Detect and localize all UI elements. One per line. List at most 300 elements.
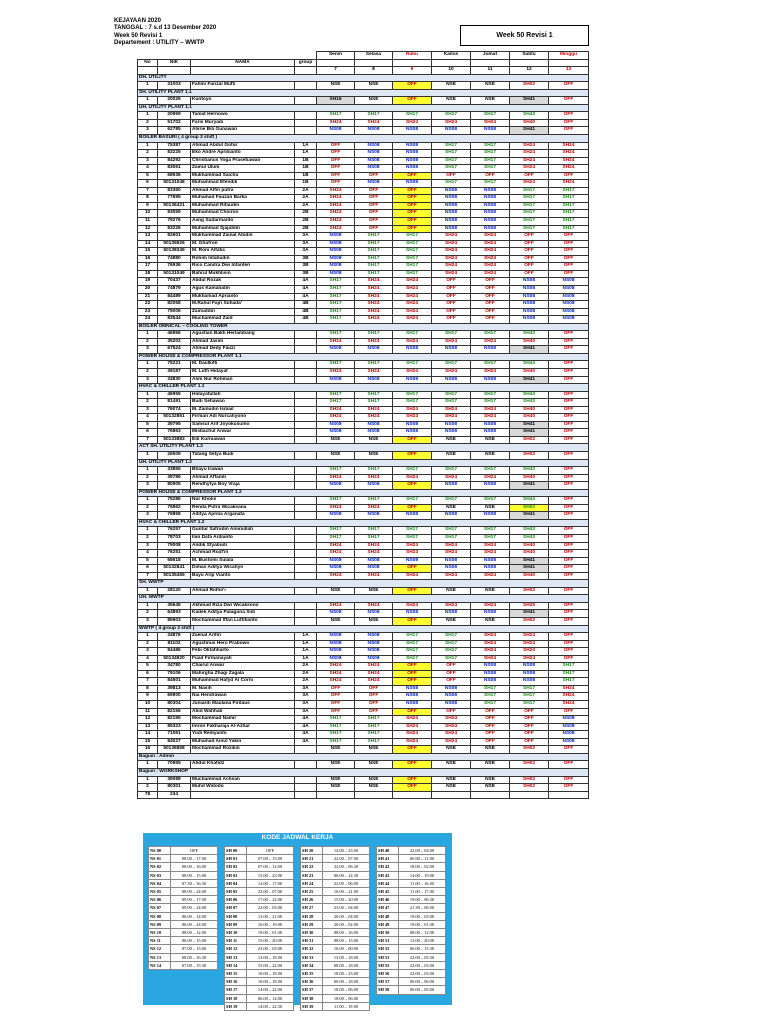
row-group	[295, 602, 317, 610]
shift-cell: OFF	[393, 504, 432, 512]
shift-cell: NS08	[432, 557, 471, 565]
shift-cell: SH24	[355, 572, 393, 580]
kode-code: SH 52	[377, 945, 399, 953]
shift-cell: OFF	[471, 172, 510, 180]
row-group: 3B	[295, 255, 317, 263]
shift-cell: SH17	[317, 308, 355, 316]
shift-cell: SH17	[471, 150, 510, 158]
shift-cell: OFF	[510, 255, 549, 263]
row-no: 1	[138, 776, 158, 784]
shift-cell: SH17	[317, 467, 355, 475]
kode-row	[225, 970, 294, 978]
shift-cell: SH24	[317, 542, 355, 550]
kode-row	[149, 929, 218, 937]
row-group: 1B	[295, 165, 317, 173]
kode-code: SH 39	[301, 1002, 323, 1010]
kode-time: 06.00 – 14.00	[247, 994, 294, 1002]
shift-cell: OFF	[432, 308, 471, 316]
table-row	[138, 406, 589, 414]
row-group	[295, 542, 317, 550]
row-nama: Budi Setiawan	[191, 399, 295, 407]
row-group: 3A	[295, 701, 317, 709]
row-nik: 46955	[158, 391, 191, 399]
section-label: Bagian : WORKSHOP	[138, 768, 589, 776]
row-nik: 82058	[158, 301, 191, 309]
shift-cell: SH43	[510, 527, 549, 535]
row-nama: M. Bustomi Sulala	[191, 557, 295, 565]
kode-code: SH 00	[225, 847, 247, 855]
kode-code: SH 01	[225, 855, 247, 863]
kode-time: 15.00 – 20.00	[247, 937, 294, 945]
shift-cell: SH24	[317, 572, 355, 580]
kode-code: NS 00	[149, 847, 171, 855]
kode-time: 06.00 – 15.00	[171, 937, 218, 945]
shift-cell: NS08	[432, 512, 471, 520]
kode-row	[225, 937, 294, 945]
section-label: ACT SH. UTILITY PLANT 1.2	[138, 444, 589, 452]
table-row	[138, 618, 589, 626]
row-nama: M. Zainudin Ismail	[191, 406, 295, 414]
shift-cell: SH17	[393, 640, 432, 648]
table-row	[138, 301, 589, 309]
shift-cell: NS08	[355, 150, 393, 158]
shift-cell: OFF	[549, 270, 589, 278]
row-nama: Kuntoyo	[191, 97, 295, 105]
row-no: 24	[138, 316, 158, 324]
table-row	[138, 678, 589, 686]
table-row	[138, 746, 589, 754]
section-label: UH. UTILITY PLANT 1.2	[138, 459, 589, 467]
shift-cell: SH17	[471, 399, 510, 407]
row-no: 1	[138, 112, 158, 120]
shift-cell: OFF	[432, 708, 471, 716]
shift-cell: OFF	[355, 172, 393, 180]
table-row	[138, 633, 589, 641]
shift-cell: SH02	[510, 451, 549, 459]
row-nik: 51702	[158, 119, 191, 127]
shift-cell: NS08	[471, 421, 510, 429]
table-row	[138, 497, 589, 505]
shift-cell: OFF	[393, 202, 432, 210]
row-no: 13	[138, 233, 158, 241]
shift-cell: NSE	[355, 436, 393, 444]
shift-cell: SH24	[317, 202, 355, 210]
shift-cell: SH24	[471, 474, 510, 482]
shift-cell: NS08	[355, 157, 393, 165]
row-nama: Rico Candra Dwi Infanteri	[191, 263, 295, 271]
row-nik: 35645	[158, 602, 191, 610]
table-row	[138, 119, 589, 127]
kode-row	[225, 904, 294, 912]
shift-cell: SH17	[317, 316, 355, 324]
shift-cell: NS08	[432, 346, 471, 354]
row-nama: Hidayatullah	[191, 391, 295, 399]
shift-cell: NS08	[432, 693, 471, 701]
shift-cell: OFF	[549, 587, 589, 595]
shift-cell: SH24	[317, 602, 355, 610]
kode-time: 22.00 – 06.30	[323, 863, 370, 871]
shift-cell: SH17	[471, 497, 510, 505]
shift-cell: SH17	[432, 535, 471, 543]
row-group	[295, 82, 317, 90]
shift-cell: NS08	[393, 610, 432, 618]
shift-cell: SH24	[549, 180, 589, 188]
shift-cell: SH24	[471, 248, 510, 256]
shift-cell: OFF	[393, 746, 432, 754]
shift-cell: OFF	[549, 391, 589, 399]
shift-cell: OFF	[549, 112, 589, 120]
row-nama: Alim Nur Rohman	[191, 376, 295, 384]
shift-cell: OFF	[549, 535, 589, 543]
shift-cell: SH24	[355, 278, 393, 286]
row-nama: Mukhammad Saichu	[191, 172, 295, 180]
row-nik: 75221	[158, 361, 191, 369]
shift-cell: OFF	[549, 474, 589, 482]
kode-code: SH 17	[225, 986, 247, 994]
shift-cell: OFF	[393, 187, 432, 195]
row-no: 12	[138, 716, 158, 724]
shift-cell: NS08	[432, 421, 471, 429]
shift-cell: OFF	[510, 263, 549, 271]
shift-cell: SH17	[393, 361, 432, 369]
col-no-header: No	[138, 59, 158, 67]
shift-cell: OFF	[549, 610, 589, 618]
kode-code: SH 16	[225, 978, 247, 986]
date-header: 10	[432, 67, 471, 75]
kode-time: 22.00 – 05.30	[399, 953, 446, 961]
shift-cell: NS08	[471, 210, 510, 218]
shift-cell: SH24	[432, 248, 471, 256]
shift-cell: NSE	[355, 746, 393, 754]
shift-cell: OFF	[355, 708, 393, 716]
shift-cell: SH24	[355, 414, 393, 422]
table-row	[138, 376, 589, 384]
shift-cell: SH24	[432, 406, 471, 414]
kode-time: 12.00 – 20.00	[399, 937, 446, 945]
table-row	[138, 784, 589, 792]
row-group: 4B	[295, 301, 317, 309]
shift-cell: OFF	[549, 406, 589, 414]
shift-cell: NS08	[471, 565, 510, 573]
table-row	[138, 504, 589, 512]
row-group: 1A	[295, 142, 317, 150]
row-group	[295, 331, 317, 339]
kode-code: SH 22	[301, 863, 323, 871]
shift-cell: SH17	[549, 202, 589, 210]
kode-time: 14.00 – 23.00	[323, 847, 370, 855]
kode-row	[225, 896, 294, 904]
kode-time: 14.00 – 22.00	[247, 986, 294, 994]
row-group	[295, 338, 317, 346]
kode-row	[377, 929, 446, 937]
table-row	[138, 738, 589, 746]
kode-time: OFF	[247, 847, 294, 855]
shift-cell: OFF	[393, 708, 432, 716]
shift-cell: NSE	[432, 776, 471, 784]
row-no: 1	[138, 761, 158, 769]
total-row	[138, 791, 589, 799]
row-nama: Agustian Bakti Herlambang	[191, 331, 295, 339]
row-no: 1	[138, 331, 158, 339]
section-row	[138, 459, 589, 467]
table-row	[138, 542, 589, 550]
shift-cell: OFF	[549, 376, 589, 384]
row-nama: Chairul Anwar	[191, 663, 295, 671]
kode-code: NS 08	[149, 912, 171, 920]
row-nik: 62785	[158, 127, 191, 135]
shift-cell: SH24	[432, 474, 471, 482]
row-group	[295, 587, 317, 595]
row-no: 13	[138, 723, 158, 731]
row-nama: Muhd Widodo	[191, 784, 295, 792]
row-group: 1A	[295, 150, 317, 158]
row-group	[295, 399, 317, 407]
shift-cell: OFF	[549, 172, 589, 180]
shift-cell: SH17	[432, 648, 471, 656]
row-group: 2A	[295, 187, 317, 195]
shift-cell: SH43	[510, 497, 549, 505]
shift-cell: SH02	[510, 82, 549, 90]
row-group: 4A	[295, 285, 317, 293]
shift-cell: SH24	[393, 723, 432, 731]
shift-cell: NS08	[510, 301, 549, 309]
shift-cell: NS08	[393, 180, 432, 188]
shift-cell: OFF	[510, 248, 549, 256]
shift-cell: SH24	[393, 550, 432, 558]
kode-row	[225, 863, 294, 871]
shift-cell: SH17	[549, 210, 589, 218]
shift-cell: SH24	[317, 474, 355, 482]
shift-cell: OFF	[549, 504, 589, 512]
kode-row	[149, 855, 218, 863]
row-nama: Eko Andre Apriliianto	[191, 150, 295, 158]
shift-cell: NS08	[355, 376, 393, 384]
row-nik: 46956	[158, 331, 191, 339]
section-row	[138, 135, 589, 143]
row-group: 3B	[295, 263, 317, 271]
date-header: 13	[549, 67, 589, 75]
row-nama: Imron Fakharaja Al-Azhar	[191, 723, 295, 731]
kode-time: 20.00 – 04.00	[323, 912, 370, 920]
shift-cell: SH17	[471, 693, 510, 701]
row-nama: Mochammad Rozikin	[191, 746, 295, 754]
kode-time: 17.00 – 22.00	[247, 896, 294, 904]
shift-cell: SH17	[355, 112, 393, 120]
shift-cell: NS08	[549, 738, 589, 746]
table-row	[138, 640, 589, 648]
shift-cell: SH17	[355, 331, 393, 339]
row-no: 2	[138, 399, 158, 407]
shift-cell: OFF	[317, 693, 355, 701]
shift-cell: SH17	[317, 535, 355, 543]
shift-cell: NS08	[355, 655, 393, 663]
shift-cell: SH17	[355, 527, 393, 535]
row-nik: 80301	[158, 784, 191, 792]
shift-cell: NSE	[432, 451, 471, 459]
shift-cell: SH24	[393, 406, 432, 414]
kode-time: 22.00 – 04.00	[399, 847, 446, 855]
shift-cell: SH24	[471, 233, 510, 241]
row-nik: 83360	[158, 187, 191, 195]
row-group: 1A	[295, 648, 317, 656]
kode-code: SH 23	[301, 871, 323, 879]
shift-cell: SH17	[317, 285, 355, 293]
kode-code: SH 50	[377, 929, 399, 937]
shift-cell: SH24	[510, 640, 549, 648]
row-no: 19	[138, 278, 158, 286]
shift-cell: NS08	[549, 731, 589, 739]
row-nik: 82601	[158, 233, 191, 241]
shift-cell: OFF	[549, 119, 589, 127]
shift-cell: NS08	[471, 187, 510, 195]
row-no: 1	[138, 587, 158, 595]
kode-row	[377, 961, 446, 969]
row-no: 6	[138, 670, 158, 678]
kode-row	[301, 855, 370, 863]
shift-cell: OFF	[510, 723, 549, 731]
kode-time: 08.00 – 16.30	[171, 953, 218, 961]
shift-cell: OFF	[471, 723, 510, 731]
shift-cell: NS08	[549, 301, 589, 309]
shift-cell: SH24	[393, 602, 432, 610]
kode-row	[225, 929, 294, 937]
shift-cell: OFF	[549, 451, 589, 459]
kode-row	[301, 970, 370, 978]
shift-cell: NS08	[510, 678, 549, 686]
shift-cell: SH17	[355, 467, 393, 475]
row-nik: 28120	[158, 587, 191, 595]
row-nama: Muhamad Ainul Yakin	[191, 738, 295, 746]
kode-code: SH 45	[377, 888, 399, 896]
shift-cell: SH02	[510, 436, 549, 444]
shift-cell: SH24	[393, 301, 432, 309]
row-group: 3A	[295, 248, 317, 256]
shift-cell: SH41	[510, 97, 549, 105]
shift-cell: SH17	[355, 723, 393, 731]
department-label: Departement : UTILITY – WWTP	[114, 40, 205, 47]
shift-cell: SH24	[432, 723, 471, 731]
kode-time: 19.00 – 01.00	[399, 920, 446, 928]
kode-code: SH 13	[225, 953, 247, 961]
table-row	[138, 776, 589, 784]
kode-time: 22.00 – 06.00	[323, 879, 370, 887]
shift-cell: SH24	[355, 293, 393, 301]
section-row	[138, 323, 589, 331]
shift-cell: SH24	[317, 195, 355, 203]
shift-cell: OFF	[317, 708, 355, 716]
kode-code: SH 03	[225, 871, 247, 879]
shift-cell: SH24	[317, 670, 355, 678]
week-box: Week 50 Revisi 1	[460, 25, 589, 46]
shift-cell: NS08	[317, 240, 355, 248]
row-group	[295, 346, 317, 354]
row-no: 2	[138, 119, 158, 127]
table-row	[138, 414, 589, 422]
table-row	[138, 368, 589, 376]
row-nik: 69900	[158, 693, 191, 701]
shift-cell: OFF	[432, 172, 471, 180]
shift-cell: NS08	[355, 610, 393, 618]
kode-time: 06.00 – 14.00	[171, 912, 218, 920]
shift-cell: NS08	[317, 610, 355, 618]
row-nama: Misbachul Anwar	[191, 429, 295, 437]
row-group	[295, 112, 317, 120]
shift-cell: SH25	[510, 602, 549, 610]
row-group	[295, 557, 317, 565]
shift-cell: OFF	[549, 640, 589, 648]
shift-cell: SH24	[355, 338, 393, 346]
row-no: 3	[138, 127, 158, 135]
shift-cell: SH43	[510, 391, 549, 399]
shift-cell: NS08	[317, 655, 355, 663]
row-nama: Muhammad Hafyd Al Corni	[191, 678, 295, 686]
kode-time: 08.00 – 12.00	[171, 929, 218, 937]
table-row	[138, 436, 589, 444]
section-label: HVAC & CHILLER PLANT 1.2	[138, 519, 589, 527]
shift-cell: SH17	[393, 233, 432, 241]
shift-cell: SH02	[510, 784, 549, 792]
kode-time: 06.00 – 14.30	[323, 871, 370, 879]
kode-row	[301, 904, 370, 912]
row-no: 2	[138, 504, 158, 512]
shift-cell: OFF	[432, 316, 471, 324]
shift-cell: SH24	[355, 119, 393, 127]
shift-cell: OFF	[393, 565, 432, 573]
shift-cell: SH43	[510, 535, 549, 543]
row-nama: Agustinus Heru Prabowo	[191, 640, 295, 648]
row-group	[295, 451, 317, 459]
shift-cell: NS08	[355, 127, 393, 135]
shift-cell: NS08	[549, 308, 589, 316]
row-group	[295, 784, 317, 792]
shift-cell: NS08	[355, 482, 393, 490]
kode-column	[300, 846, 370, 1011]
kode-code: SH 44	[377, 879, 399, 887]
shift-cell: SH17	[393, 255, 432, 263]
kode-code: SH 08	[225, 912, 247, 920]
shift-cell: OFF	[549, 557, 589, 565]
shift-cell: NSE	[432, 618, 471, 626]
shift-cell: NS08	[471, 376, 510, 384]
kode-code: SH 11	[225, 937, 247, 945]
shift-cell: SH02	[510, 761, 549, 769]
schedule-rows	[138, 74, 589, 799]
shift-cell: SH17	[393, 648, 432, 656]
kode-code: SH 05	[225, 888, 247, 896]
shift-cell: NS08	[355, 565, 393, 573]
shift-cell: NS08	[549, 716, 589, 724]
date-header: 8	[355, 67, 393, 75]
shift-cell: SH24	[471, 572, 510, 580]
shift-cell: SH24	[471, 240, 510, 248]
kode-row	[149, 961, 218, 969]
shift-cell: SH17	[317, 278, 355, 286]
row-group	[295, 414, 317, 422]
section-label: POWER HOUSE & COMPRESSOR PLANT 1.2	[138, 489, 589, 497]
shift-cell: SH17	[471, 180, 510, 188]
row-no: 1	[138, 97, 158, 105]
shift-cell: OFF	[432, 278, 471, 286]
row-nik: 74880	[158, 255, 191, 263]
kode-code: NS 12	[149, 945, 171, 953]
row-nik: 81102	[158, 640, 191, 648]
col-nik-header: NIK	[158, 59, 191, 67]
kode-time: 19.00 – 03.00	[399, 912, 446, 920]
shift-cell: NSE	[432, 784, 471, 792]
table-row	[138, 263, 589, 271]
shift-cell: SH17	[393, 248, 432, 256]
shift-cell: OFF	[393, 618, 432, 626]
